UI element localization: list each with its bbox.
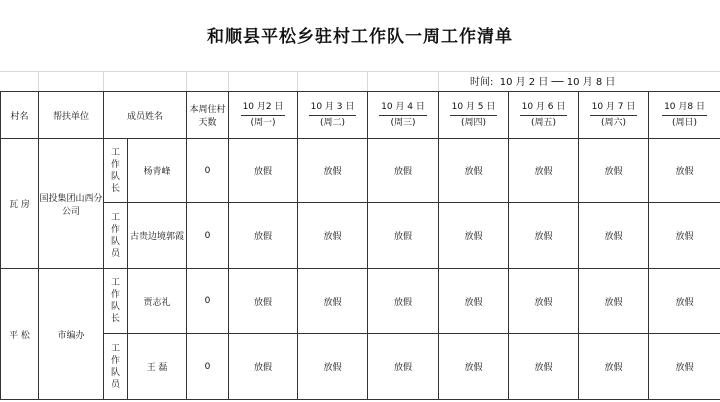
schedule-cell: 放假 xyxy=(649,269,720,334)
gridline xyxy=(228,71,229,91)
member-name-cell: 杨青峰 xyxy=(128,139,187,203)
gridline xyxy=(297,71,298,91)
col-header-member: 成员姓名 xyxy=(104,92,187,139)
day-date: 10 月8 日 xyxy=(662,100,707,116)
col-header-days-in-village: 本周住村天数 xyxy=(187,92,229,139)
schedule-cell: 放假 xyxy=(368,203,439,269)
village-cell: 瓦 房 xyxy=(1,139,39,269)
table-row xyxy=(1,269,720,334)
role-cell xyxy=(104,139,128,203)
schedule-cell: 放假 xyxy=(579,203,649,269)
schedule-cell: 放假 xyxy=(368,269,439,334)
schedule-cell: 放假 xyxy=(439,269,509,334)
schedule-cell: 放假 xyxy=(509,334,579,400)
schedule-cell: 放假 xyxy=(229,334,298,400)
col-header-day xyxy=(229,92,298,139)
work-schedule-table xyxy=(0,91,720,400)
day-date: 10 月 3 日 xyxy=(309,100,357,116)
gridline xyxy=(438,71,439,91)
schedule-cell: 放假 xyxy=(229,139,298,203)
role-cell xyxy=(104,269,128,334)
day-date: 10 月2 日 xyxy=(241,100,286,116)
col-header-day xyxy=(368,92,439,139)
col-header-day xyxy=(298,92,368,139)
day-weekday: (周四) xyxy=(461,117,487,128)
gridline xyxy=(367,71,368,91)
schedule-cell: 放假 xyxy=(439,139,509,203)
schedule-cell: 放假 xyxy=(368,139,439,203)
schedule-cell: 放假 xyxy=(298,203,368,269)
role-text: 工作队长 xyxy=(110,278,120,324)
gridline xyxy=(38,71,39,91)
day-date: 10 月 6 日 xyxy=(520,100,568,116)
day-weekday: (周五) xyxy=(531,117,557,128)
header-row xyxy=(1,92,720,139)
day-date: 10 月 5 日 xyxy=(450,100,498,116)
day-weekday: (周二) xyxy=(320,117,346,128)
schedule-cell: 放假 xyxy=(509,269,579,334)
schedule-cell: 放假 xyxy=(509,139,579,203)
schedule-cell: 放假 xyxy=(649,203,720,269)
col-header-day xyxy=(579,92,649,139)
days-in-village-cell: 0 xyxy=(187,139,229,203)
date-range: 时间: 10 月 2 日 ── 10 月 8 日 xyxy=(470,77,616,88)
table-row xyxy=(1,139,720,203)
days-in-village-cell: 0 xyxy=(187,203,229,269)
schedule-cell: 放假 xyxy=(368,334,439,400)
unit-cell: 市编办 xyxy=(39,269,104,400)
unit-cell: 国投集团山西分公司 xyxy=(39,139,104,269)
role-cell xyxy=(104,203,128,269)
gridline xyxy=(186,71,187,91)
role-text: 工作队长 xyxy=(110,147,120,194)
sheet-title: 和顺县平松乡驻村工作队一周工作清单 xyxy=(207,27,513,47)
col-header-day xyxy=(509,92,579,139)
schedule-cell: 放假 xyxy=(298,334,368,400)
schedule-cell: 放假 xyxy=(649,334,720,400)
gridline xyxy=(103,71,104,91)
table-row xyxy=(1,203,720,269)
table-row xyxy=(1,334,720,400)
day-weekday: (周三) xyxy=(390,117,416,128)
schedule-cell: 放假 xyxy=(649,139,720,203)
col-header-unit: 帮扶单位 xyxy=(39,92,104,139)
member-name-cell: 古贵边境郭霞 xyxy=(128,203,187,269)
col-header-day xyxy=(439,92,509,139)
schedule-cell: 放假 xyxy=(579,269,649,334)
day-weekday: (周日) xyxy=(672,117,698,128)
day-weekday: (周一) xyxy=(250,117,276,128)
day-date: 10 月 7 日 xyxy=(590,100,638,116)
role-cell xyxy=(104,334,128,400)
role-text: 工作队员 xyxy=(110,212,120,259)
col-header-day xyxy=(649,92,720,139)
days-in-village-cell: 0 xyxy=(187,269,229,334)
day-weekday: (周六) xyxy=(601,117,627,128)
schedule-cell: 放假 xyxy=(229,203,298,269)
member-name-cell: 王 磊 xyxy=(128,334,187,400)
schedule-cell: 放假 xyxy=(439,203,509,269)
schedule-cell: 放假 xyxy=(579,334,649,400)
schedule-cell: 放假 xyxy=(579,139,649,203)
schedule-cell: 放假 xyxy=(509,203,579,269)
schedule-cell: 放假 xyxy=(298,139,368,203)
col-header-village: 村名 xyxy=(1,92,39,139)
schedule-cell: 放假 xyxy=(298,269,368,334)
role-text: 工作队员 xyxy=(110,343,120,390)
schedule-cell: 放假 xyxy=(439,334,509,400)
village-cell: 平 松 xyxy=(1,269,39,400)
day-date: 10 月 4 日 xyxy=(379,100,427,116)
days-in-village-cell: 0 xyxy=(187,334,229,400)
member-name-cell: 贾志礼 xyxy=(128,269,187,334)
schedule-cell: 放假 xyxy=(229,269,298,334)
